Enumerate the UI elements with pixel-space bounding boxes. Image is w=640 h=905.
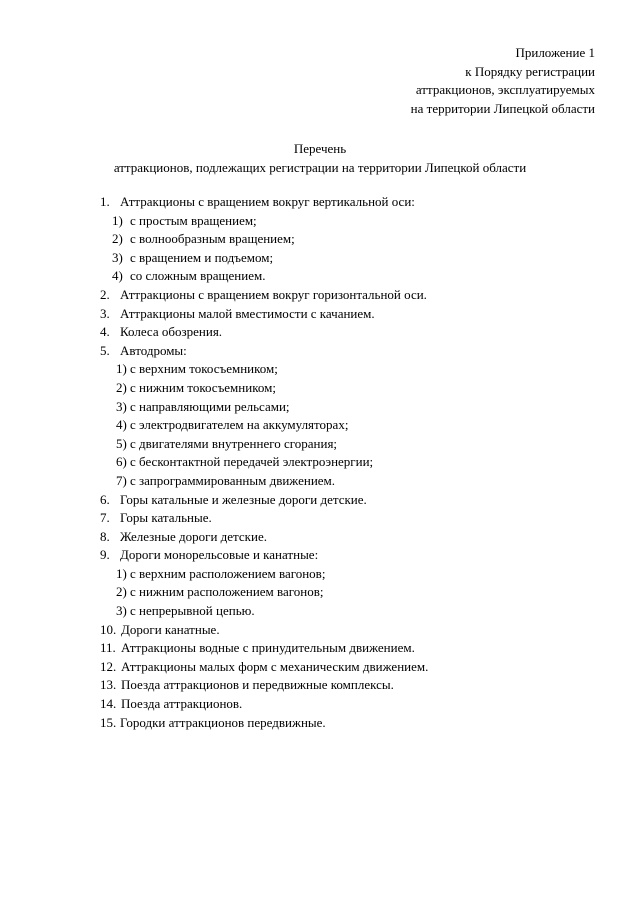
- item-text: Поезда аттракционов.: [121, 696, 243, 712]
- item-number: 3): [112, 249, 123, 265]
- item-number: 4): [116, 417, 127, 433]
- item-text: Железные дороги детские.: [120, 528, 267, 544]
- item-text: Аттракционы малой вместимости с качанием.: [120, 305, 375, 321]
- list-item-14: [100, 695, 428, 714]
- item-text: с непрерывной цепью.: [130, 603, 255, 619]
- item-text: Автодромы:: [120, 342, 187, 358]
- item-text: Городки аттракционов передвижные.: [120, 714, 326, 730]
- list-subitem: [100, 602, 428, 621]
- list-item-13: [100, 676, 428, 695]
- item-text: с бесконтактной передачей электроэнергии;: [130, 454, 374, 470]
- item-number: 10.: [100, 621, 117, 637]
- title-subtitle: аттракционов, подлежащих регистрации на территории Липецкой области: [113, 159, 527, 175]
- list-subitem: [100, 398, 428, 417]
- item-number: 2): [116, 584, 127, 600]
- list-item-3: [100, 305, 428, 324]
- list-item-6: [100, 491, 428, 510]
- item-text: с нижним токосъемником;: [130, 379, 276, 395]
- item-number: 9.: [100, 547, 110, 563]
- attractions-list: [100, 193, 428, 732]
- list-item-7: [100, 509, 428, 528]
- item-text: с направляющими рельсами;: [130, 398, 290, 414]
- item-text: с запрограммированным движением.: [130, 472, 336, 488]
- list-subitem: [100, 379, 428, 398]
- list-item-1: [100, 193, 428, 212]
- item-text: с двигателями внутреннего сгорания;: [130, 435, 338, 451]
- item-number: 11.: [100, 640, 116, 656]
- item-number: 12.: [100, 658, 117, 674]
- appendix-line-1: Приложение 1: [515, 45, 595, 60]
- item-number: 4.: [100, 324, 110, 340]
- item-text: с вращением и подъемом;: [130, 249, 274, 265]
- list-subitem: [100, 435, 428, 454]
- item-text: Дороги монорельсовые и канатные:: [120, 547, 319, 563]
- list-subitem: [100, 565, 428, 584]
- item-text: Дороги канатные.: [121, 621, 220, 637]
- list-item-2: [100, 286, 428, 305]
- item-number: 5.: [100, 342, 110, 358]
- item-text: Аттракционы с вращением вокруг вертикальной оси:: [120, 194, 415, 209]
- appendix-line-3: аттракционов, эксплуатируемых: [415, 82, 595, 97]
- list-subitem: [100, 212, 428, 231]
- list-subitem: [100, 267, 428, 286]
- item-text: Аттракционы водные с принудительным движением.: [121, 640, 415, 656]
- item-number: 13.: [100, 677, 117, 693]
- item-number: 1.: [100, 194, 110, 209]
- document-title: [0, 140, 640, 177]
- item-number: 8.: [100, 528, 110, 544]
- item-text: Поезда аттракционов и передвижные комплексы.: [121, 677, 394, 693]
- item-number: 1): [112, 212, 123, 228]
- item-number: 6): [116, 454, 127, 470]
- item-text: Аттракционы с вращением вокруг горизонтальной оси.: [120, 286, 427, 302]
- list-subitem: [100, 453, 428, 472]
- list-subitem: [100, 249, 428, 268]
- item-number: 15.: [100, 714, 117, 730]
- item-number: 4): [112, 268, 123, 284]
- item-text: с верхним токосъемником;: [130, 361, 278, 377]
- item-number: 2.: [100, 286, 110, 302]
- list-item-9: [100, 546, 428, 565]
- list-subitem: [100, 360, 428, 379]
- item-text: Горы катальные и железные дороги детские.: [120, 491, 367, 507]
- item-number: 3): [116, 603, 127, 619]
- item-text: с нижним расположением вагонов;: [130, 584, 324, 600]
- appendix-header: [411, 44, 595, 118]
- item-number: 7.: [100, 510, 110, 526]
- list-item-4: [100, 323, 428, 342]
- item-number: 1): [116, 361, 127, 377]
- item-number: 2): [112, 231, 123, 247]
- item-text: с верхним расположением вагонов;: [130, 565, 326, 581]
- list-item-5: [100, 342, 428, 361]
- item-number: 3.: [100, 305, 110, 321]
- appendix-line-4: на территории Липецкой области: [410, 100, 595, 116]
- item-number: 1): [116, 565, 127, 581]
- list-subitem: [100, 472, 428, 491]
- title-main: Перечень: [293, 141, 347, 156]
- list-item-12: [100, 658, 428, 677]
- list-item-15: [100, 714, 428, 733]
- item-number: 5): [116, 435, 127, 451]
- list-subitem: [100, 230, 428, 249]
- item-text: с простым вращением;: [130, 212, 257, 228]
- item-text: Колеса обозрения.: [120, 324, 223, 340]
- item-number: 3): [116, 398, 127, 414]
- item-number: 6.: [100, 491, 110, 507]
- list-subitem: [100, 583, 428, 602]
- list-item-8: [100, 528, 428, 547]
- item-text: Аттракционы малых форм с механическим движением.: [121, 658, 429, 674]
- item-text: со сложным вращением.: [130, 268, 266, 284]
- item-number: 2): [116, 379, 127, 395]
- item-text: с электродвигателем на аккумуляторах;: [130, 417, 349, 433]
- list-item-10: [100, 621, 428, 640]
- item-number: 7): [116, 472, 127, 488]
- item-text: Горы катальные.: [120, 510, 212, 526]
- item-text: с волнообразным вращением;: [130, 231, 295, 247]
- item-number: 14.: [100, 696, 117, 712]
- list-item-11: [100, 639, 428, 658]
- list-subitem: [100, 416, 428, 435]
- appendix-line-2: к Порядку регистрации: [465, 63, 595, 79]
